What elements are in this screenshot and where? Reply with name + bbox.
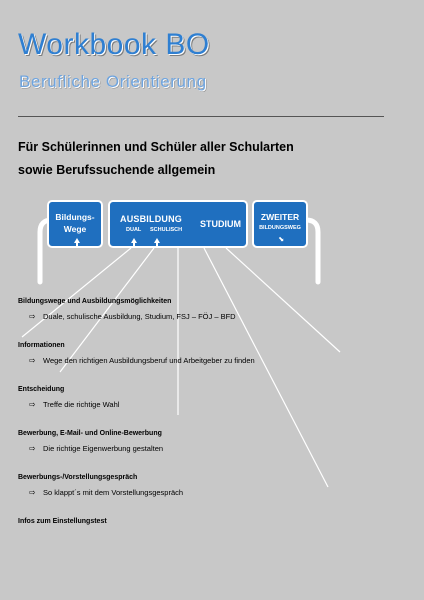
arrow-up-icon [131,238,137,243]
pointer-line-5 [226,248,340,352]
arrow-right-icon: ⇨ [29,488,36,497]
section-item-bewerbung [29,444,163,454]
section-item-text: Wege den richtigen Ausbildungsberuf und Arbeitgeber zu finden [43,356,255,365]
sign-zweiter-line2: BILDUNGSWEG [259,225,301,231]
sign-dual-label: DUAL [126,227,142,233]
arrow-down-right-icon: ⬊ [278,236,284,243]
sign-bildungswege-line1: Bildungs- [55,212,95,222]
section-heading-bewerbung: Bewerbung, E-Mail- und Online-Bewerbung [18,430,162,437]
sign-zweiter-line1: ZWEITER [260,212,300,222]
intro-line-1: Für Schülerinnen und Schüler aller Schularten [18,140,294,154]
section-item-informationen [29,356,255,366]
intro-line-2: sowie Berufssuchende allgemein [18,163,216,177]
section-item-text: Die richtige Eigenwerbung gestalten [43,444,164,453]
section-item-entscheidung [29,400,119,410]
section-item-text: Treffe die richtige Wahl [43,400,120,409]
sign-zweiter-bildungsweg [252,200,308,248]
arrow-right-icon: ⇨ [29,400,36,409]
pointer-line-2 [60,248,154,372]
section-heading-bildungswege: Bildungswege und Ausbildungsmöglichkeiten [18,298,172,305]
arrow-right-icon: ⇨ [29,444,36,453]
sign-bildungswege-line2: Wege [63,224,87,234]
arrow-up-icon [74,238,80,243]
arrow-right-icon: ⇨ [29,356,36,365]
section-item-vorstellungsgespraech [29,488,183,498]
sign-studium-label: STUDIUM [200,219,241,229]
section-heading-vorstellungsgespraech: Bewerbungs-/Vorstellungsgespräch [18,474,138,481]
sign-bildungswege [47,200,103,248]
section-heading-entscheidung: Entscheidung [18,386,65,393]
section-item-text: Duale, schulische Ausbildung, Studium, FSJ – FÖJ – BFD [43,312,236,321]
section-heading-einstellungstest: Infos zum Einstellungstest [18,518,107,525]
document-title: Workbook BO [18,28,210,61]
document-subtitle: Berufliche Orientierung [19,72,207,91]
section-heading-informationen: Informationen [18,342,65,349]
sign-ausbildung-studium [108,200,248,248]
sign-ausbildung-label: AUSBILDUNG [120,214,182,224]
section-item-text: So klappt´s mit dem Vorstellungsgespräch [43,488,184,497]
section-item-bildungswege [29,312,236,322]
arrow-right-icon: ⇨ [29,312,36,321]
sign-schulisch-label: SCHULISCH [150,227,183,233]
arrow-up-icon [154,238,160,243]
